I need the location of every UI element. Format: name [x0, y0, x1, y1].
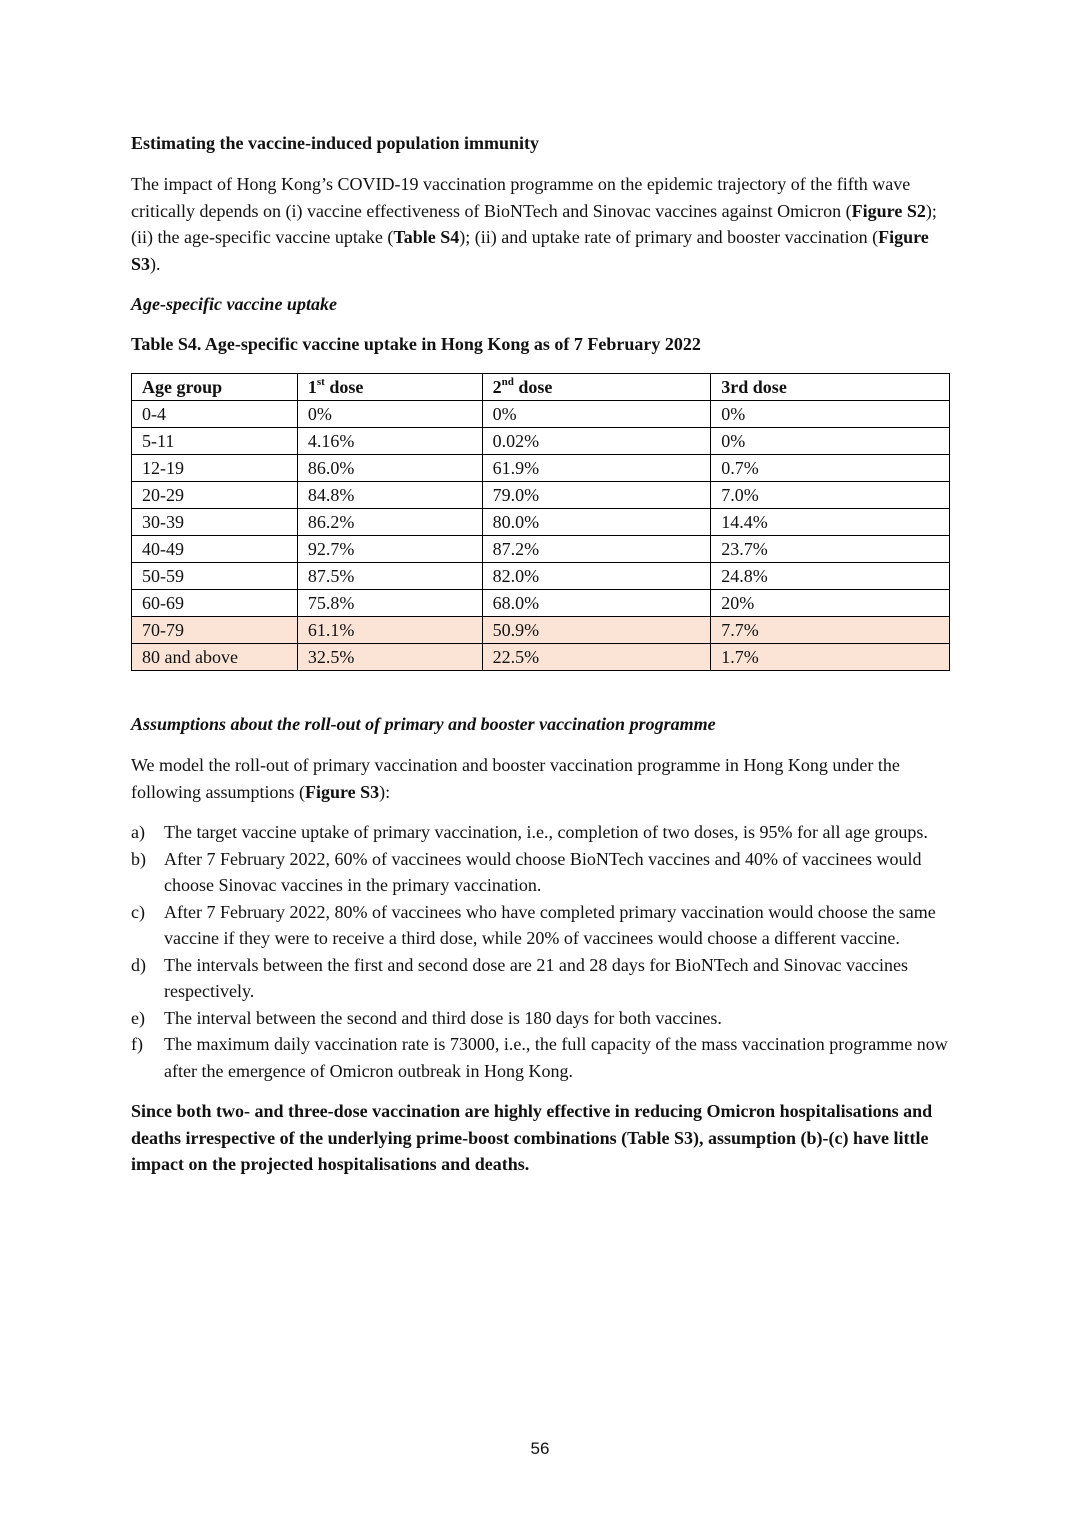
figure-s3-ref: Figure S3	[131, 227, 929, 274]
table-row-highlighted	[132, 644, 950, 671]
cell-dose2: 80.0%	[482, 509, 711, 536]
table-row	[132, 428, 950, 455]
cell-dose3: 20%	[711, 590, 950, 617]
cell-dose2: 0%	[482, 401, 711, 428]
table-caption: Table S4. Age-specific vaccine uptake in Hong Kong as of 7 February 2022	[131, 334, 701, 354]
section-heading: Estimating the vaccine-induced population immunity	[131, 133, 540, 153]
cell-dose3: 23.7%	[711, 536, 950, 563]
table-row	[132, 536, 950, 563]
figure-s3-ref: Figure S3	[305, 781, 380, 802]
table-row	[132, 401, 950, 428]
subheading-assumptions: Assumptions about the roll-out of primary and booster vaccination programme	[131, 714, 716, 734]
cell-dose3: 7.7%	[711, 617, 950, 644]
header-first-dose: 1st dose	[297, 374, 482, 401]
cell-age: 80 and above	[132, 644, 298, 671]
header-third-dose: 3rd dose	[711, 374, 950, 401]
list-item: f) The maximum daily vaccination rate is 73000, i.e., the full capacity of the mass vaccination programme now after the emergence of Omicron outbreak in Hong Kong.	[131, 1034, 948, 1081]
cell-dose1: 86.0%	[297, 455, 482, 482]
cell-dose3: 7.0%	[711, 482, 950, 509]
cell-age: 60-69	[132, 590, 298, 617]
cell-age: 5-11	[132, 428, 298, 455]
list-item: e) The interval between the second and third dose is 180 days for both vaccines.	[131, 1007, 722, 1028]
assumptions-list	[131, 819, 951, 1084]
header-second-dose: 2nd dose	[482, 374, 711, 401]
cell-age: 30-39	[132, 509, 298, 536]
cell-dose3: 0%	[711, 401, 950, 428]
cell-dose2: 87.2%	[482, 536, 711, 563]
intro-paragraph	[131, 171, 951, 277]
cell-dose1: 75.8%	[297, 590, 482, 617]
list-item: a) The target vaccine uptake of primary vaccination, i.e., completion of two doses, is 95% for all age groups.	[131, 822, 928, 842]
cell-dose3: 14.4%	[711, 509, 950, 536]
cell-age: 70-79	[132, 617, 298, 644]
table-header-row	[132, 374, 950, 401]
cell-dose1: 4.16%	[297, 428, 482, 455]
list-item: b) After 7 February 2022, 60% of vaccinees would choose BioNTech vaccines and 40% of vaccinees would choose Sinovac vaccines in the primary vaccination.	[131, 848, 922, 895]
intro-text-1: The impact of Hong Kong’s COVID-19 vaccination programme on the epidemic trajectory of the fifth wave critically depends on (i) vaccine effectiveness of BioNTech and Sinovac vaccines against Omicron (	[131, 174, 911, 221]
cell-dose2: 22.5%	[482, 644, 711, 671]
cell-dose1: 0%	[297, 401, 482, 428]
cell-dose2: 68.0%	[482, 590, 711, 617]
cell-dose2: 0.02%	[482, 428, 711, 455]
list-item: c) After 7 February 2022, 80% of vaccinees who have completed primary vaccination would choose the same vaccine if they were to receive a third dose, while 20% of vaccinees would choose a different vaccine.	[131, 901, 936, 948]
cell-age: 20-29	[132, 482, 298, 509]
cell-dose1: 86.2%	[297, 509, 482, 536]
cell-dose3: 0%	[711, 428, 950, 455]
cell-age: 50-59	[132, 563, 298, 590]
intro-text-3: ); (ii) and uptake rate of primary and booster vaccination (	[459, 227, 879, 247]
table-row	[132, 482, 950, 509]
document-page	[131, 130, 951, 1178]
table-row-highlighted	[132, 617, 950, 644]
cell-dose3: 24.8%	[711, 563, 950, 590]
page-number: 56	[530, 1439, 550, 1458]
cell-dose1: 32.5%	[297, 644, 482, 671]
cell-dose1: 61.1%	[297, 617, 482, 644]
conclusion-paragraph: Since both two- and three-dose vaccination are highly effective in reducing Omicron hospitalisations and deaths irrespective of the underlying prime-boost combinations (Table S3), assumption (b)-(c) have little impact on the projected hospitalisations and deaths.	[131, 1101, 933, 1174]
cell-dose3: 1.7%	[711, 644, 950, 671]
table-row	[132, 563, 950, 590]
list-item: d) The intervals between the first and second dose are 21 and 28 days for BioNTech and Sinovac vaccines respectively.	[131, 954, 908, 1001]
cell-dose2: 61.9%	[482, 455, 711, 482]
cell-dose2: 79.0%	[482, 482, 711, 509]
cell-dose1: 92.7%	[297, 536, 482, 563]
table-s4-ref: Table S4	[393, 227, 460, 247]
cell-dose1: 87.5%	[297, 563, 482, 590]
cell-dose2: 82.0%	[482, 563, 711, 590]
cell-age: 40-49	[132, 536, 298, 563]
cell-age: 12-19	[132, 455, 298, 482]
cell-dose1: 84.8%	[297, 482, 482, 509]
cell-dose3: 0.7%	[711, 455, 950, 482]
uptake-table	[131, 373, 950, 671]
table-row	[132, 509, 950, 536]
intro-text-4: ).	[150, 253, 161, 274]
cell-dose2: 50.9%	[482, 617, 711, 644]
intro-text-2: ); (ii) the age-specific vaccine uptake (	[131, 200, 937, 247]
assumptions-intro: We model the roll-out of primary vaccination and booster vaccination programme in Hong Kong under the following assumptions (Figure S3):	[131, 755, 900, 802]
table-row	[132, 455, 950, 482]
table-row	[132, 590, 950, 617]
header-age-group: Age group	[132, 374, 298, 401]
cell-age: 0-4	[132, 401, 298, 428]
figure-s2-ref: Figure S2	[851, 200, 926, 221]
subheading-uptake: Age-specific vaccine uptake	[131, 294, 337, 314]
